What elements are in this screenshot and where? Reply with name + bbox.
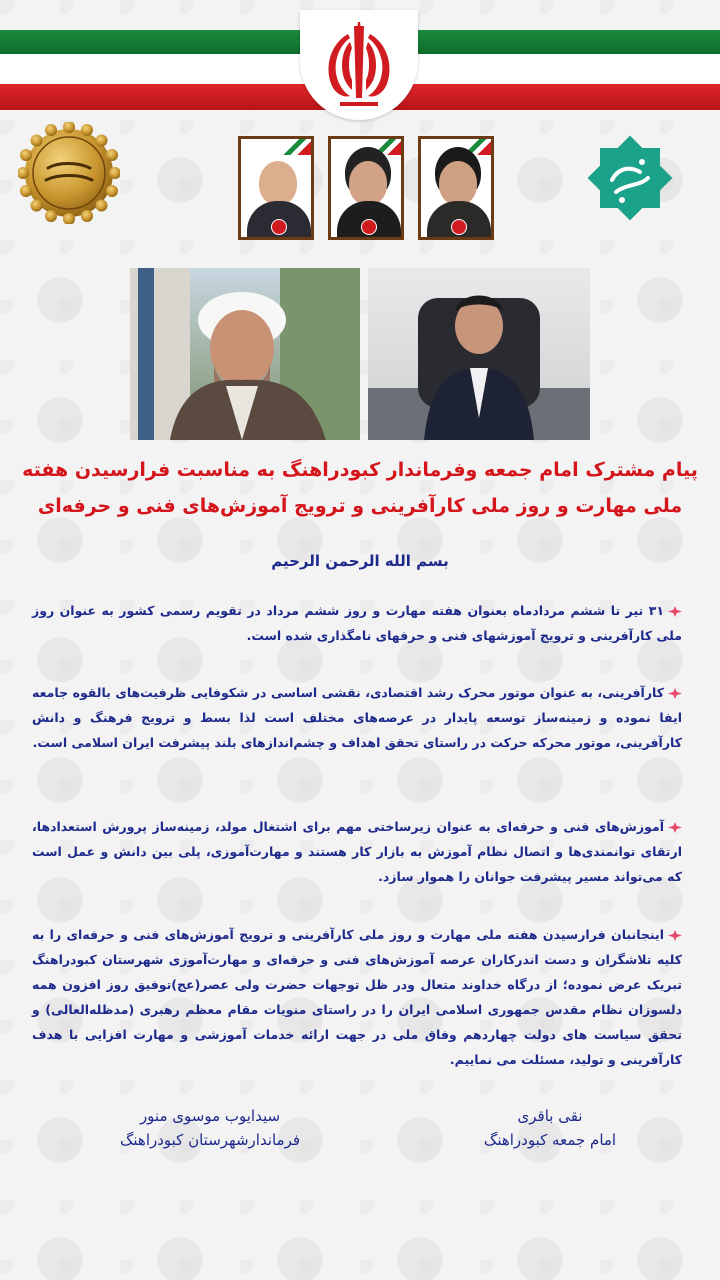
paragraph-text: کارآفرینی، به عنوان موتور محرک رشد اقتصادی، نقشی اساسی در شکوفایی ظرفیت‌های بالقوه جامعه ایفا نموده و زمینه‌ساز توسعه پایدار در عرصه‌های مختلف است لذا بسط و ترویج فرهنگ و دانش کارآفرینی، موتور محرکه حرکت در راستای تحقق اهداف و چشم‌اندازهای بلند پیشرفت ایران اسلامی است.	[32, 685, 682, 750]
signature-governor	[80, 1104, 340, 1152]
portrait-frame	[328, 136, 404, 240]
paragraph-1	[32, 598, 682, 648]
portrait-frame	[418, 136, 494, 240]
title-line: ملی مهارت و روز ملی کارآفرینی و ترویج آموزش‌های فنی و حرفه‌ای	[37, 495, 683, 517]
signature-name: سیدایوب موسوی منور	[139, 1107, 281, 1125]
sparkle-icon	[668, 822, 682, 833]
leaders-portraits	[238, 136, 496, 242]
paragraph-text: ۳۱ تیر تا ششم مردادماه بعنوان هفته مهارت و روز ششم مرداد در تقویم رسمی کشور به عنوان روز ملی کارآفرینی و ترویج آموزشهای فنی و حرفهای نامگذاری شده است.	[32, 603, 682, 643]
signature-friday-prayer-leader	[430, 1104, 670, 1152]
paragraph-text: آموزش‌های فنی و حرفه‌ای به عنوان زیرساختی مهم برای اشتغال مولد، زمینه‌ساز پرورش استعدادها، ارتقای توانمندی‌ها و اتصال نظام آموزش به بازار کار هستند و مهارت‌آموزی، پلی بین دانش و عمل است که می‌تواند مسیر پیشرفت جوانان را هموار سازد.	[32, 819, 682, 884]
announcement-title	[20, 452, 700, 524]
flag-header	[0, 0, 720, 110]
paragraph-text: اینجانبان فرارسیدن هفته ملی مهارت و روز ملی کارآفرینی و ترویج آموزش‌های فنی و حرفه‌ای را به کلیه تلاشگران و دست اندرکاران عرصه آموزش‌های فنی و حرفه‌ای و مهارت‌آموزی شهرستان کبودراهنگ تبریک عرض نموده؛ از درگاه خداوند متعال ودر ظل توجهات حضرت ولی عصر(عج)توفیق روز افزون همه دلسوزان نظام مقدس جمهوری اسلامی ایران را در راستای منویات مقام معظم رهبری (مدظله‌العالی) و تحقق سیاست های دولت چهاردهم وفاق ملی در جهت ارائه خدمات آموزشی و مهارت افزایی با هدف کارآفرینی و تولید، مسئلت می نماییم.	[32, 927, 682, 1067]
vefagh-logo-icon	[582, 130, 678, 226]
iran-emblem-icon	[300, 10, 418, 120]
title-line: پیام مشترک امام جمعه وفرماندار کبودراهنگ به مناسبت فرارسیدن هفته	[22, 459, 698, 481]
sparkle-icon	[668, 606, 682, 617]
signature-role: فرماندارشهرستان کبودراهنگ	[119, 1131, 301, 1149]
production-year-seal-icon	[18, 122, 120, 224]
paragraph-2	[32, 680, 682, 755]
photo-friday-prayer-leader	[130, 268, 360, 440]
paragraph-3	[32, 814, 682, 889]
sparkle-icon	[668, 688, 682, 699]
signature-role: امام جمعه کبودراهنگ	[483, 1131, 617, 1149]
sparkle-icon	[668, 930, 682, 941]
bismillah-heading: بسم الله الرحمن الرحیم	[271, 552, 449, 570]
portrait-frame	[238, 136, 314, 240]
signature-name: نقی باقری	[517, 1107, 583, 1125]
photo-governor	[368, 268, 590, 440]
paragraph-4	[32, 922, 682, 1072]
